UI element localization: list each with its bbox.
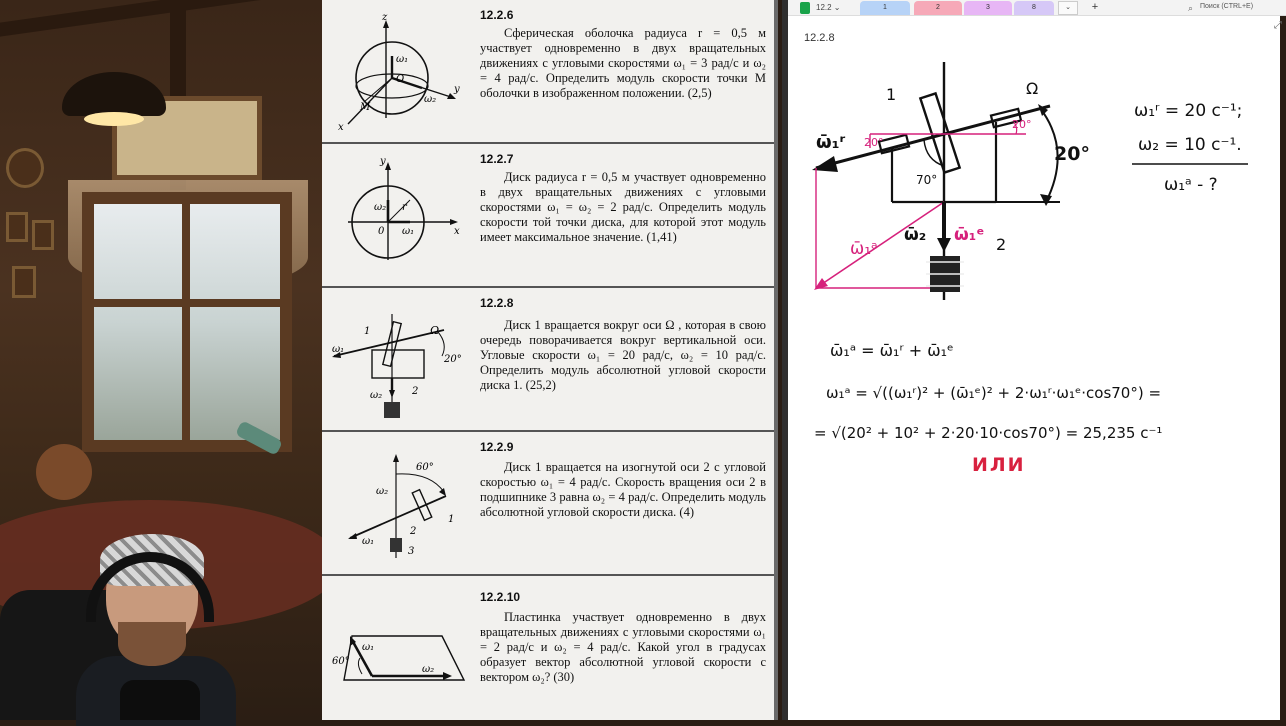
wall-picture	[6, 212, 28, 242]
window-mullion	[182, 204, 190, 440]
add-section-button[interactable]: +	[1091, 1, 1099, 13]
omega1-relative-label: ω̄₁ʳ	[816, 132, 846, 153]
axis-x-label: x	[338, 122, 344, 133]
webcam-overlay	[0, 0, 322, 720]
angle-20-right-label: 20°	[1012, 118, 1032, 131]
problem-12-2-10	[322, 576, 776, 720]
section-tab-3[interactable]: 3	[964, 1, 1012, 15]
omega2-label: ω₂	[376, 486, 389, 497]
or-note: ИЛИ	[972, 454, 1026, 476]
section-tab-2[interactable]: 2	[914, 1, 962, 15]
angle-label: 20°	[444, 354, 462, 365]
more-sections-chevron-icon[interactable]: ⌄	[1058, 1, 1078, 15]
textbook-page	[322, 0, 778, 720]
bearing-3-label: 3	[408, 546, 415, 557]
section-tab-8[interactable]: 8	[1014, 1, 1054, 15]
search-icon: ⌕	[1188, 3, 1194, 13]
wall-picture	[6, 148, 44, 188]
axis-y-label: y	[380, 156, 386, 167]
search-field[interactable]: ⌕ Поиск (CTRL+E)	[1188, 3, 1254, 13]
problem-text: Диск радиуса r = 0,5 м участвует одновременно в двух вращательных движениях с угловыми скоростями ω₁ = ω₂ = 2 рад/с. Определить модуль скорости той точки диска, для которой этот модуль имеет максимальное значение. (1,41)	[480, 170, 766, 244]
omega1-label: ω₁	[362, 536, 375, 547]
radius-label: r	[402, 202, 407, 213]
disk-1-label: 1	[448, 514, 455, 525]
axis-2-label: 2	[410, 526, 417, 537]
axis-omega-label: Ω	[430, 324, 440, 337]
angle-label: 60°	[416, 462, 434, 473]
wall-picture	[12, 266, 36, 298]
frame-2-label: 2	[996, 235, 1007, 254]
disk-on-axis-figure	[326, 294, 476, 424]
page-edge	[774, 0, 778, 720]
notes-app	[782, 0, 1280, 720]
leather-ball	[36, 444, 92, 500]
notes-toolbar	[788, 0, 1286, 16]
omega2-label: ω₂	[422, 664, 435, 675]
angle-20-left-label: 20°	[864, 136, 884, 149]
axis-x-label: x	[454, 226, 460, 237]
bent-axis-figure	[326, 438, 476, 568]
problem-12-2-6	[322, 0, 776, 144]
angle-label: 60°	[332, 656, 350, 667]
handwritten-solution	[788, 48, 1286, 478]
omega1-label: ω₁	[396, 54, 409, 65]
equation-result: = √(20² + 10² + 2·20·10·cos70°) = 25,235 c⁻¹	[814, 424, 1163, 442]
omega1-label: ω₁	[362, 642, 375, 653]
axis-omega-label: Ω	[1026, 79, 1039, 98]
omega2-label: ω̄₂	[904, 225, 927, 245]
problem-number: 12.2.10	[480, 590, 521, 604]
problem-number: 12.2.6	[480, 8, 514, 22]
problem-number: 12.2.8	[480, 296, 514, 310]
problem-text: Диск 1 вращается вокруг оси Ω , которая в свою очередь поворачивается вокруг вертикальной оси. Угловые скорости ω₁ = 20 рад/с, ω₂ = 10 рад/с. Определить модуль абсолютной угловой скорости диска 1. (25,2)	[480, 318, 766, 392]
window	[82, 192, 292, 452]
given-line-2: ω₂ = 10 c⁻¹.	[1138, 135, 1242, 155]
equation-formula: ω₁ᵃ = √((ω₁ʳ)² + (ω̄₁ᵉ)² + 2·ω₁ʳ·ω₁ᵉ·cos70°) =	[826, 384, 1162, 402]
page-title: 12.2.8	[804, 32, 835, 44]
disk-figure	[326, 150, 476, 280]
omega2-label: ω₂	[374, 202, 387, 213]
wall-picture	[32, 220, 54, 250]
omega2-label: ω₂	[370, 390, 383, 401]
problem-text: Диск 1 вращается на изогнутой оси 2 с угловой скоростью ω₁ = 4 рад/с. Скорость вращения оси 2 в подшипнике 3 равна ω₂ = 4 рад/с. Определить модуль абсолютной угловой скорости диска. (4)	[480, 460, 766, 519]
notebook-icon[interactable]	[800, 2, 810, 14]
axis-z-label: z	[382, 12, 388, 23]
roof-beam	[0, 0, 322, 37]
disk-1-label: 1	[364, 326, 371, 337]
point-m-label: M	[360, 102, 371, 113]
section-tab-1[interactable]: 1	[860, 1, 910, 15]
omega1-transport-label: ω̄₁ᵉ	[954, 225, 985, 245]
sphere-figure	[326, 6, 476, 136]
problem-12-2-8	[322, 288, 776, 432]
disk-1-label: 1	[886, 85, 897, 104]
hanging-lamp	[62, 72, 166, 116]
given-line-1: ω₁ʳ = 20 c⁻¹;	[1134, 101, 1243, 121]
omega1-absolute-label: ω̄₁ᵃ	[850, 239, 878, 259]
origin-label: O	[396, 74, 405, 85]
angle-20-big-label: 20°	[1054, 143, 1090, 165]
given-line-3: ω₁ᵃ - ?	[1164, 175, 1218, 195]
lamp-light	[84, 112, 144, 126]
window-mullion	[94, 299, 280, 307]
omega1-label: ω₁	[332, 344, 345, 355]
problem-12-2-9	[322, 432, 776, 576]
problem-text: Пластинка участвует одновременно в двух вращательных движениях с угловыми скоростями ω₁ = 2 рад/с и ω₂ = 4 рад/с. Какой угол в градусах образует вектор абсолютной угловой скорости с вектором ω₂? (30)	[480, 610, 766, 684]
origin-label: 0	[378, 226, 385, 237]
equation-vector-sum: ω̄₁ᵃ = ω̄₁ʳ + ω̄₁ᵉ	[830, 341, 954, 360]
problem-12-2-7	[322, 144, 776, 288]
notebook-selector[interactable]: 12.2 ⌄	[816, 3, 841, 12]
omega1-label: ω₁	[402, 226, 415, 237]
problem-text: Сферическая оболочка радиуса r = 0,5 м участвует одновременно в двух вращательных движениях с угловыми скоростями ω₁ = 3 рад/с и ω₂ = 4 рад/с. Определить модуль скорости точки M оболочки в изображенном положении. (2,5)	[480, 26, 766, 100]
angle-70-label: 70°	[916, 173, 938, 187]
problem-number: 12.2.7	[480, 152, 514, 166]
expand-icon[interactable]: ⤢	[1274, 20, 1282, 31]
omega2-label: ω₂	[424, 94, 437, 105]
plate-figure	[326, 582, 476, 712]
axis-y-label: y	[454, 84, 460, 95]
microphone-icon	[120, 680, 200, 720]
frame-2-label: 2	[412, 386, 419, 397]
problem-number: 12.2.9	[480, 440, 514, 454]
beard	[118, 622, 186, 666]
